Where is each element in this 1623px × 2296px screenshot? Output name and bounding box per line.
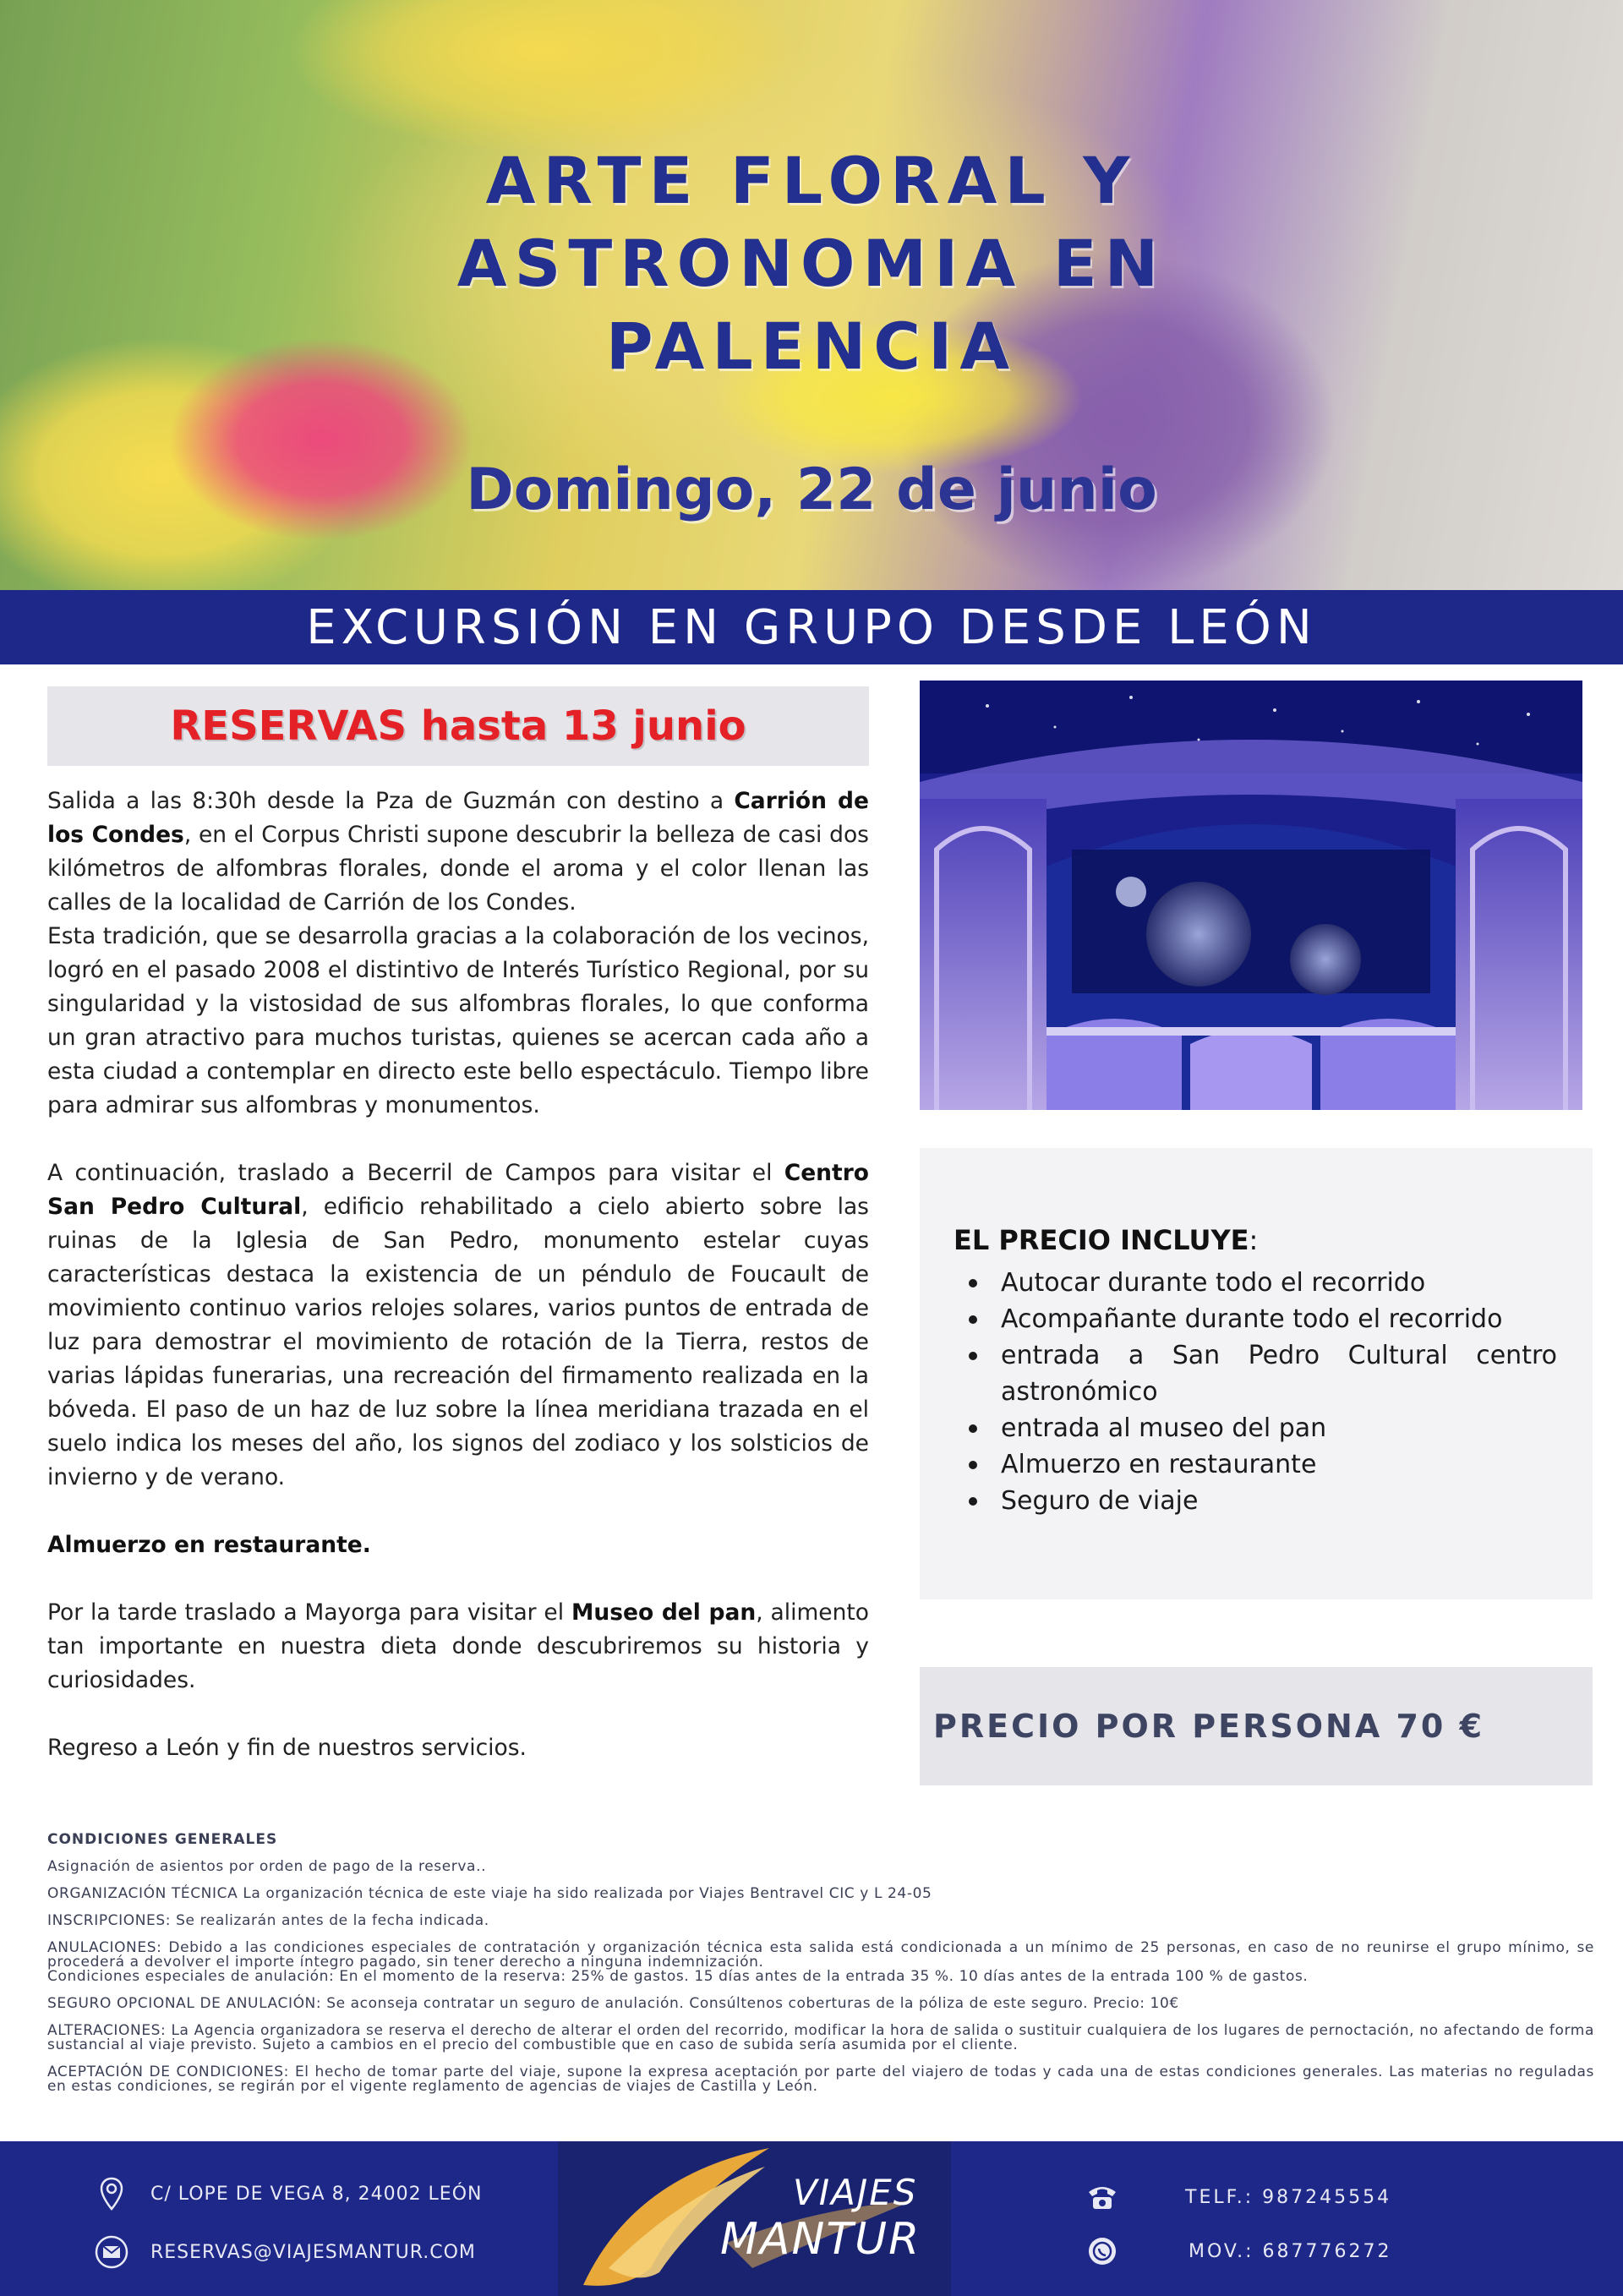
event-date: Domingo, 22 de junio	[466, 456, 1157, 523]
email-item[interactable]	[95, 2235, 476, 2269]
group-banner	[0, 590, 1623, 664]
address-text: C/ LOPE DE VEGA 8, 24002 LEÓN	[150, 2183, 483, 2205]
price-includes-list	[965, 1265, 1557, 1519]
mobile-number[interactable]: MOV.: 687776272	[1189, 2240, 1392, 2262]
paragraph-san-pedro: A continuación, traslado a Becerril de Campos para visitar el Centro San Pedro Cultural, edificio rehabilitado a cielo abierto sobre las ruinas de la Iglesia de San Pedro, monumento estelar cuyas características destaca la existencia de un péndulo de Foucault de movimiento continuo varios relojes solares, varios puntos de entrada de luz para demostrar el movimiento de rotación de la Tierra, restos de varias lápidas funerarias, una recreación del firmamento realizada en la bóveda. El paso de un haz de luz sobre la línea meridiana trazada en el suelo indica los meses del año, los signos del zodiaco y los solsticios de invierno y de verano.	[47, 1160, 869, 1490]
condition-line: ACEPTACIÓN DE CONDICIONES: El hecho de tomar parte del viaje, supone la expresa aceptación por parte del viajero de todas y cada una de estas condiciones generales. Las materias no reguladas en estas condiciones, se regirán por el vigente reglamento de agencias de viajes de Castilla y León.	[47, 2064, 1594, 2095]
condition-line: Asignación de asientos por orden de pago de la reserva..	[47, 1858, 487, 1875]
phone-item[interactable]	[1085, 2180, 1391, 2214]
list-item: Almuerzo en restaurante	[965, 1446, 1557, 1483]
price-includes-title: EL PRECIO INCLUYE:	[954, 1224, 1259, 1256]
group-banner-text: EXCURSIÓN EN GRUPO DESDE LEÓN	[306, 599, 1317, 655]
condition-line: ORGANIZACIÓN TÉCNICA La organización técnica de este viaje ha sido realizada por Viajes Bentravel CIC y L 24-05	[47, 1885, 932, 1902]
reservas-box	[47, 686, 869, 766]
condition-line: ANULACIONES: Debido a las condiciones especiales de contratación y organización técnica esta salida está condicionada a un mínimo de 25 personas, en caso de no reunirse el grupo mínimo, se procederá a devolver el importe íntegro pagado, sin tener derecho a ninguna indemnización.	[47, 1939, 1594, 1971]
list-item: entrada al museo del pan	[965, 1410, 1557, 1446]
san-pedro-cultural-photo	[920, 681, 1582, 1110]
price-includes-box	[920, 1148, 1593, 1599]
price-text: PRECIO POR PERSONA 70 €	[933, 1708, 1485, 1745]
phone-number[interactable]: TELF.: 987245554	[1185, 2186, 1392, 2208]
logo-text-viajes: VIAJES	[793, 2172, 918, 2213]
whatsapp-icon	[1085, 2234, 1119, 2268]
hero-image	[0, 0, 1623, 590]
logo-text-mantur: MANTUR	[720, 2214, 921, 2265]
itinerary-text	[47, 784, 869, 1765]
condition-line: INSCRIPCIONES: Se realizarán antes de la fecha indicada.	[47, 1912, 489, 1929]
list-item: Seguro de viaje	[965, 1483, 1557, 1519]
logo-panel	[558, 2141, 951, 2296]
email-link[interactable]: RESERVAS@VIAJESMANTUR.COM	[150, 2241, 476, 2263]
paragraph-carrion: Salida a las 8:30h desde la Pza de Guzmán con destino a Carrión de los Condes, en el Corpus Christi supone descubrir la belleza de casi dos kilómetros de alfombras florales, donde el aroma y el color llenan las calles de la localidad de Carrión de los Condes.	[47, 788, 869, 916]
address-item	[95, 2177, 482, 2211]
map-pin-icon	[95, 2177, 128, 2211]
price-box	[920, 1667, 1593, 1785]
page-title: ARTE FLORAL Y ASTRONOMIA EN PALENCIA	[456, 143, 1167, 384]
condition-line: ALTERACIONES: La Agencia organizadora se reserva el derecho de alterar el orden del recorrido, modificar la hora de salida o sustituir cualquiera de los lugares de pernoctación, no afectando de forma sustancial al viaje previsto. Sujeto a cambios en el precio del combustible que en caso de subida sería asumida por el cliente.	[47, 2022, 1594, 2053]
reservas-text: RESERVAS hasta 13 junio	[170, 702, 746, 750]
envelope-icon	[95, 2235, 128, 2269]
paragraph-tradicion: Esta tradición, que se desarrolla gracias a la colaboración de los vecinos, logró en el pasado 2008 el distintivo de Interés Turístico Regional, por su singularidad y la vistosidad de sus alfombras florales, lo que conforma un gran atractivo para muchos turistas, quienes se acercan cada año a esta ciudad a contemplar en directo este bello espectáculo. Tiempo libre para admirar sus alfombras y monumentos.	[47, 923, 869, 1118]
footer	[0, 2141, 1623, 2296]
paragraph-mayorga: Por la tarde traslado a Mayorga para visitar el Museo del pan, alimento tan importante en nuestra dieta donde descubriremos su historia y curiosidades.	[47, 1599, 869, 1693]
list-item: Autocar durante todo el recorrido	[965, 1265, 1557, 1301]
list-item: entrada a San Pedro Cultural centro astronómico	[965, 1337, 1557, 1410]
telephone-icon	[1085, 2180, 1119, 2214]
conditions-title: CONDICIONES GENERALES	[47, 1831, 278, 1848]
list-item: Acompañante durante todo el recorrido	[965, 1301, 1557, 1337]
condition-line: Condiciones especiales de anulación: En el momento de la reserva: 25% de gastos. 15 días antes de la entrada 35 %. 10 días antes de la entrada 100 % de gastos.	[47, 1968, 1309, 1985]
paragraph-regreso: Regreso a León y fin de nuestros servicios.	[47, 1735, 527, 1761]
general-conditions	[47, 1833, 1594, 2107]
condition-line: SEGURO OPCIONAL DE ANULACIÓN: Se aconseja contratar un seguro de anulación. Consúltenos coberturas de la póliza de este seguro. Precio: 10€	[47, 1995, 1179, 2012]
paragraph-almuerzo: Almuerzo en restaurante.	[47, 1532, 371, 1558]
mobile-item[interactable]	[1085, 2234, 1392, 2268]
